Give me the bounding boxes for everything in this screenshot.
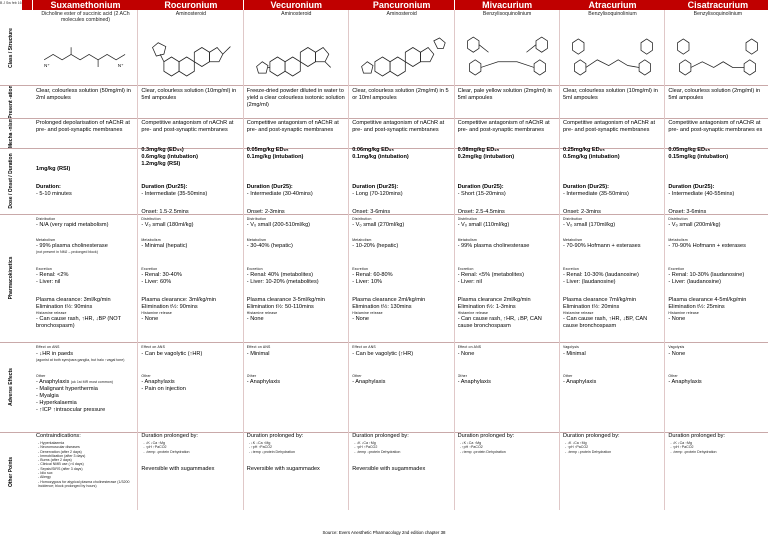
dose-primary: 0.06mg/kg ED₉₅ bbox=[352, 147, 394, 153]
excretion-label: Excretion bbox=[457, 267, 474, 271]
other-effect: - Anaphylaxis (uk 1st MR most common) bbox=[36, 379, 113, 385]
other-effect bbox=[141, 400, 240, 407]
ans-label: Vagolysis bbox=[668, 345, 685, 349]
duration-value: - 5-10 minutes bbox=[36, 191, 72, 197]
header-corner bbox=[22, 0, 32, 10]
onset-value: Onset: 3-6mins bbox=[352, 209, 391, 215]
presentation-text: Clear, colourless solution (10mg/ml) in 5ml ampoules bbox=[563, 88, 658, 101]
dose-primary: 0.08mg/kg ED₉₅ bbox=[457, 147, 500, 153]
other-label: Other bbox=[141, 374, 151, 378]
metabolism-note bbox=[668, 250, 767, 255]
distribution-label: Distribution bbox=[141, 217, 161, 221]
metabolism-label: Metabolism bbox=[457, 238, 477, 242]
other-effect: - Pain on injection bbox=[141, 386, 186, 392]
other-effect bbox=[247, 407, 346, 414]
histamine-value: - Can cause rash, ↑HR, ↓BP (NOT bronchospasm) bbox=[36, 316, 121, 329]
points-item: - ↓K ↓Ca ↑Mg bbox=[354, 441, 376, 445]
distribution-value: - V₀ small (200ml/kg) bbox=[668, 222, 721, 228]
reversal-note bbox=[563, 466, 662, 473]
drug-header: Atracurium bbox=[560, 0, 665, 10]
elimination-half-life: Elimination t½: 130mins bbox=[352, 304, 412, 310]
histamine-label: Histamine release bbox=[457, 311, 489, 315]
source-footer: Source: Evers Anesthetic Pharmacology 2nd edition chapter 38 bbox=[322, 530, 446, 535]
other-effect: - Anaphylaxis bbox=[246, 379, 281, 385]
drug-header: Rocuronium bbox=[138, 0, 243, 10]
dose-intubation: 0.1mg/kg (intubation) bbox=[246, 154, 304, 160]
ans-label: Effect on ANS bbox=[141, 345, 166, 349]
svg-text:N⁺: N⁺ bbox=[44, 63, 50, 68]
other-effect bbox=[668, 393, 767, 400]
duration-label: Duration (Dur25): bbox=[563, 184, 609, 190]
other-effect: - ↑ICP ↑intraocular pressure bbox=[36, 407, 106, 413]
elimination-half-life: Elimination t½: 50-110mins bbox=[246, 304, 314, 310]
points-item: - ↓temp ↓protein Dehydration bbox=[143, 449, 190, 454]
ans-label: Effect on ANS bbox=[352, 345, 376, 349]
other-effect: - Anaphylaxis bbox=[352, 379, 386, 385]
excretion-liver: - Liver: nil bbox=[457, 279, 482, 285]
points-item: - Neuromuscular diseases bbox=[38, 445, 80, 450]
reversal-note bbox=[668, 466, 767, 473]
chemical-structure-diagram bbox=[565, 33, 660, 86]
dose-rsi: 1.2mg/kg (RSI) bbox=[141, 161, 181, 167]
column-divider bbox=[348, 10, 349, 510]
metabolism-label: Metabolism bbox=[246, 238, 267, 242]
column-divider bbox=[664, 10, 665, 510]
excretion-liver: - Liver: nil bbox=[36, 279, 61, 285]
plasma-clearance: Plasma clearance 2ml/kg/min bbox=[457, 297, 531, 303]
excretion-liver: - Liver: 60% bbox=[141, 279, 172, 285]
points-title: Duration prolonged by: bbox=[352, 433, 409, 439]
drug-class: Benzylisoquinolinium bbox=[693, 11, 743, 17]
drug-header: Cisatracurium bbox=[665, 0, 768, 10]
row-divider bbox=[0, 118, 768, 119]
points-item: - Sepsis/SIRS (after 3 days) bbox=[38, 466, 83, 471]
points-item: - Immobilization (after 3 days) bbox=[38, 453, 86, 458]
metabolism-value: - 10-20% (hepatic) bbox=[352, 243, 399, 249]
distribution-value: - V₀ small (170ml/kg) bbox=[563, 222, 616, 228]
excretion-renal: - Renal: 10-30% (laudanosine) bbox=[563, 272, 639, 278]
duration-value: - Intermediate (35-50mins) bbox=[563, 191, 629, 197]
elimination-half-life: Elimination t½: 1-3mins bbox=[457, 304, 516, 310]
metabolism-value: - 99% plasma cholinesterase bbox=[457, 243, 530, 249]
metabolism-note: (not present in NMJ – prolonged block) bbox=[36, 250, 98, 254]
column-divider bbox=[137, 10, 138, 510]
other-label: Other bbox=[563, 374, 573, 378]
points-title: Duration prolonged by: bbox=[563, 433, 620, 439]
other-effect bbox=[458, 393, 557, 400]
metabolism-note bbox=[247, 250, 346, 255]
points-list bbox=[354, 441, 451, 527]
other-effect bbox=[352, 400, 451, 407]
histamine-label: Histamine release bbox=[352, 311, 383, 315]
ans-label: Effect on ANS bbox=[36, 345, 60, 349]
excretion-label: Excretion bbox=[246, 267, 263, 271]
dose-primary: 0.3mg/kg (ED₉₅) bbox=[141, 147, 184, 153]
points-title: Duration prolonged by: bbox=[668, 433, 725, 439]
ans-value: - None bbox=[668, 351, 686, 357]
histamine-value: - Can cause rash, ↑HR, ↓BP, CAN cause bronchospasm bbox=[563, 316, 648, 329]
drug-class: Aminosteroid bbox=[281, 11, 312, 17]
metabolism-value: - 99% plasma cholinesterase bbox=[36, 243, 108, 249]
excretion-label: Excretion bbox=[141, 267, 158, 271]
elimination-half-life: Elimination t½: 90mins bbox=[36, 304, 93, 310]
other-effect: - Malignant hyperthermia bbox=[36, 386, 98, 392]
points-item: - ↓temp ↓protein Dehydration bbox=[459, 449, 506, 454]
other-effect bbox=[247, 400, 346, 407]
elimination-half-life: Elimination t½: 20mins bbox=[563, 304, 620, 310]
onset-value: Onset: 2-3mins bbox=[246, 209, 285, 215]
plasma-clearance: Plasma clearance 2ml/kg/min bbox=[352, 297, 426, 303]
chemical-structure-diagram bbox=[38, 40, 133, 81]
other-label: Other bbox=[352, 374, 362, 378]
ans-value: - Minimal bbox=[563, 351, 586, 357]
chemical-structure-diagram bbox=[249, 33, 344, 86]
elimination-half-life: Elimination t½: 90mins bbox=[141, 304, 198, 310]
dose-primary: 0.25mg/kg ED₉₅ bbox=[563, 147, 605, 153]
other-effect bbox=[563, 400, 662, 407]
other-effect bbox=[141, 407, 240, 414]
mechanism-text: Prolonged depolarisation of nAChR at pre- and post-synaptic membranes bbox=[36, 120, 130, 133]
metabolism-value: - Minimal (hepatic) bbox=[141, 243, 188, 249]
column-divider bbox=[559, 10, 560, 510]
presentation-text: Clear, colourless solution (10mg/ml) in 5ml ampoules bbox=[141, 88, 237, 101]
duration-value: - Intermediate (40-55mins) bbox=[668, 191, 735, 197]
onset-value: Onset: 2-3mins bbox=[563, 209, 601, 215]
ans-value: - Minimal bbox=[246, 351, 270, 357]
drug-class: Benzylisoquinolinium bbox=[482, 11, 532, 17]
metabolism-label: Metabolism bbox=[668, 238, 688, 242]
duration-label: Duration (Dur25): bbox=[141, 184, 188, 190]
reversal-note bbox=[458, 466, 557, 473]
excretion-renal: - Renal: 30-40% bbox=[141, 272, 182, 278]
other-effect bbox=[668, 386, 767, 393]
distribution-value: - N/A (very rapid metabolism) bbox=[36, 222, 109, 228]
points-item: - ↓K ↓Ca ↑Mg bbox=[248, 441, 271, 445]
dose-primary: 1mg/kg (RSI) bbox=[36, 166, 71, 172]
duration-value: - Short (15-20mins) bbox=[457, 191, 506, 197]
excretion-renal: - Renal: 60-80% bbox=[352, 272, 393, 278]
histamine-label: Histamine release bbox=[36, 311, 67, 315]
distribution-label: Distribution bbox=[668, 217, 688, 221]
row-label-adverse-effects: Adverse Effects bbox=[8, 368, 14, 406]
excretion-label: Excretion bbox=[563, 267, 579, 271]
points-item: - ↓temp ↓protein Dehydration bbox=[354, 449, 401, 454]
drug-class: Aminosteroid bbox=[175, 11, 207, 17]
row-divider bbox=[0, 342, 768, 343]
other-effect: - Anaphylaxis bbox=[457, 379, 491, 385]
mechanism-text: Competitive antagonism of nAChR at pre- and post-synaptic membranes bbox=[352, 120, 445, 133]
drug-header: Mivacurium bbox=[455, 0, 560, 10]
other-effect bbox=[668, 400, 767, 407]
mechanism-text: Competitive antagonism of nAChR at pre- and post-synaptic membranes es bbox=[668, 120, 763, 133]
drug-class: Benzylisoquinolinium bbox=[588, 11, 637, 17]
points-item: - ↓K ↓Ca ↑Mg bbox=[670, 441, 692, 445]
dose-intubation: 0.6mg/kg (intubation) bbox=[141, 154, 198, 160]
other-label: Other bbox=[246, 374, 257, 378]
drug-header: Vecuronium bbox=[244, 0, 349, 10]
distribution-value: - V₀ small (270ml/kg) bbox=[352, 222, 405, 228]
onset-value bbox=[36, 209, 135, 216]
other-effect bbox=[563, 393, 662, 400]
histamine-value: - Can cause rash, ↑HR, ↓BP, CAN cause bronchospasm bbox=[457, 316, 542, 329]
points-list bbox=[460, 441, 557, 527]
other-effect bbox=[668, 407, 767, 414]
points-list bbox=[143, 441, 240, 527]
other-label: Other bbox=[457, 374, 468, 378]
presentation-text: Clear, colourless solution (2mg/ml) in 5ml ampoules bbox=[668, 88, 761, 101]
duration-label: Duration (Dur25): bbox=[457, 184, 504, 190]
excretion-liver: - Liver: 10-20% (metabolites) bbox=[246, 279, 319, 285]
distribution-value: - V₀ small (200-510ml/kg) bbox=[246, 222, 311, 228]
plasma-clearance: Plasma clearance: 3ml/kg/min bbox=[141, 297, 217, 303]
excretion-label: Excretion bbox=[352, 267, 369, 271]
plasma-clearance: Plasma clearance 7ml/kg/min bbox=[563, 297, 637, 303]
onset-value: Onset: 3-6mins bbox=[668, 209, 707, 215]
points-item: - Clinical NMB use (>4 days) bbox=[38, 462, 84, 467]
metabolism-label: Metabolism bbox=[563, 238, 583, 242]
metabolism-label: Metabolism bbox=[141, 238, 161, 242]
duration-label: Duration: bbox=[36, 184, 61, 190]
points-item: - Denervation (after 2 days) bbox=[38, 449, 82, 454]
points-item: - ↓temp ↓protein Dehydration bbox=[670, 449, 717, 454]
points-item: - ↓temp ↓protein Dehydration bbox=[248, 449, 295, 454]
histamine-value: - None bbox=[141, 316, 159, 322]
excretion-renal: - Renal: <2% bbox=[36, 272, 69, 278]
duration-value: - Intermediate (35-50mins) bbox=[141, 191, 208, 197]
metabolism-value: - 30-40% (hepatic) bbox=[246, 243, 293, 249]
excretion-label: Excretion bbox=[668, 267, 685, 271]
drug-header: Suxamethonium bbox=[33, 0, 138, 10]
histamine-label: Histamine release bbox=[141, 311, 172, 315]
points-title: Duration prolonged by: bbox=[457, 433, 515, 439]
ans-value: - ↓HR in paeds bbox=[36, 351, 73, 357]
excretion-label: Excretion bbox=[36, 267, 52, 271]
ans-label: Vagolysis bbox=[563, 345, 580, 349]
row-label-other-points: Other Points bbox=[8, 456, 14, 488]
histamine-label: Histamine release bbox=[563, 311, 594, 315]
points-item: - Burns (after 2 days) bbox=[38, 458, 72, 463]
ans-label: Effect on ANS bbox=[246, 345, 271, 349]
ans-value: - None bbox=[457, 351, 475, 357]
other-effect: - Anaphylaxis bbox=[668, 379, 702, 385]
histamine-value: - None bbox=[668, 316, 686, 322]
distribution-label: Distribution bbox=[246, 217, 267, 221]
points-item: - ↑pH ↑PaCO2 bbox=[670, 445, 694, 450]
excretion-renal: - Renal: 10-30% (laudanosine) bbox=[668, 272, 745, 278]
distribution-label: Distribution bbox=[36, 217, 56, 221]
presentation-text: Clear, pale yellow solution (2mg/ml) in 5ml ampoules bbox=[457, 88, 552, 101]
points-item: - Allergy bbox=[38, 475, 51, 480]
row-label-presentation: Present -ation bbox=[8, 84, 14, 119]
ans-label: Effect on ANS bbox=[457, 345, 482, 349]
chemical-structure-diagram bbox=[670, 33, 765, 86]
histamine-label: Histamine release bbox=[668, 311, 699, 315]
points-list bbox=[246, 441, 346, 527]
excretion-renal: - Renal: <5% (metabolites) bbox=[457, 272, 524, 278]
plasma-clearance: Plasma clearance: 3ml/kg/min bbox=[36, 297, 111, 303]
points-item: - ↑pH ↑PaCO2 bbox=[248, 445, 272, 450]
other-effect bbox=[247, 393, 346, 400]
elimination-half-life: Elimination t½: 25mins bbox=[668, 304, 725, 310]
other-effect bbox=[563, 407, 662, 414]
other-label: Other bbox=[668, 374, 678, 378]
drug-class: Dicholine ester of succinic acid (2 ACh molecules combined) bbox=[41, 11, 130, 23]
other-effect bbox=[458, 407, 557, 414]
points-item: - ↓K ↓Ca ↑Mg bbox=[459, 441, 482, 445]
distribution-value: - V₀ small (110ml/kg) bbox=[457, 222, 510, 228]
chemical-structure-diagram bbox=[460, 33, 555, 86]
other-effect bbox=[458, 386, 557, 393]
other-effect: - Anaphylaxis bbox=[141, 379, 175, 385]
other-effect bbox=[563, 386, 662, 393]
metabolism-value: - 70-90% Hofmann + esterases bbox=[563, 243, 641, 249]
other-effect bbox=[352, 386, 451, 393]
other-effect bbox=[141, 393, 240, 400]
row-label-pharmacokinetics: Pharmacokinetics bbox=[8, 256, 14, 300]
reversal-note: Reversible with sugammadex bbox=[352, 466, 426, 472]
points-item: - ↑pH ↑PaCO2 bbox=[565, 445, 589, 450]
other-effect bbox=[247, 386, 346, 393]
duration-label: Duration (Dur25): bbox=[352, 184, 399, 190]
points-item: - ↑pH ↑PaCO2 bbox=[143, 445, 167, 450]
metabolism-note bbox=[458, 250, 557, 255]
points-title: Contraindications: bbox=[36, 433, 81, 439]
drug-class: Aminosteroid bbox=[386, 11, 417, 17]
points-item: - ↓temp ↓protein Dehydration bbox=[565, 449, 612, 454]
metabolism-label: Metabolism bbox=[36, 238, 56, 242]
mechanism-text: Competitive antagonism of nAChR at pre- and post-synaptic membranes bbox=[457, 120, 550, 133]
distribution-label: Distribution bbox=[563, 217, 583, 221]
metabolism-note bbox=[352, 250, 451, 255]
excretion-liver: - Liver: (laudanosine) bbox=[668, 279, 721, 285]
distribution-value: - V₀ small (180ml/kg) bbox=[141, 222, 194, 228]
row-label-mechanism: Mecha -nism bbox=[8, 117, 14, 149]
plasma-clearance: Plasma clearance 3-5ml/kg/min bbox=[246, 297, 325, 303]
svg-text:N⁺: N⁺ bbox=[117, 63, 124, 68]
points-item: - ↓K ↓Ca ↑Mg bbox=[143, 441, 165, 445]
other-effect bbox=[458, 400, 557, 407]
other-effect: - Anaphylaxis bbox=[563, 379, 597, 385]
duration-value: - Intermediate (30-40mins) bbox=[246, 191, 313, 197]
ans-value: - Can be vagolytic (↑HR) bbox=[141, 351, 203, 357]
duration-label: Duration (Dur25): bbox=[246, 184, 293, 190]
other-effect bbox=[352, 393, 451, 400]
other-effect bbox=[352, 407, 451, 414]
mechanism-text: Competitive antagonism of nAChR at pre- and post-synaptic membranes bbox=[563, 120, 656, 133]
mechanism-text: Competitive antagonism of nAChR at pre- and post-synaptic membranes bbox=[141, 120, 234, 133]
onset-value: Onset: 1.5-2.5mins bbox=[141, 209, 189, 215]
reversal-note: Reversible with sugammadex bbox=[141, 466, 215, 472]
mechanism-text: Competitive antagonism of nAChR at pre- and post-synaptic membranes bbox=[246, 120, 339, 133]
histamine-label: Histamine release bbox=[246, 311, 278, 315]
points-item: - ↓K ↓Ca ↑Mg bbox=[565, 441, 587, 445]
chemical-structure-diagram bbox=[354, 33, 449, 86]
metabolism-note bbox=[563, 250, 662, 255]
points-item: - ↑pH ↑PaCO2 bbox=[459, 445, 483, 450]
reversal-note: Reversible with sugammadex bbox=[246, 466, 320, 472]
row-label-class: Class / Structure bbox=[8, 27, 14, 68]
histamine-value: - None bbox=[352, 316, 369, 322]
points-item: - Homozygous for atypical plasma cholinesterase (1/3200 incidence; block prolonged by hours) bbox=[38, 479, 130, 488]
points-list bbox=[670, 441, 767, 527]
presentation-text: Clear, colourless solution (50mg/ml) in 2ml ampoules bbox=[36, 88, 131, 101]
metabolism-value: - 70-90% Hofmann + esterases bbox=[668, 243, 746, 249]
presentation-text: Clear, colourless solution (2mg/ml) in 5 or 10ml ampoules bbox=[352, 88, 449, 101]
points-item: - Idio sux bbox=[38, 471, 53, 476]
distribution-label: Distribution bbox=[457, 217, 477, 221]
dose-intubation: 0.15mg/kg (intubation) bbox=[668, 154, 729, 160]
author-tag: B J Sw feb 16 bbox=[0, 1, 22, 5]
drug-header: Pancuronium bbox=[349, 0, 454, 10]
points-list bbox=[38, 441, 135, 527]
points-item: - Hyperkalaemia bbox=[38, 441, 65, 445]
dose-intubation: 0.5mg/kg (intubation) bbox=[563, 154, 620, 160]
presentation-text: Freeze-dried powder diluted in water to yield a clear colourless isotonic solution (2mg/ml) bbox=[246, 88, 345, 108]
other-label: Other bbox=[36, 374, 46, 378]
column-divider bbox=[243, 10, 244, 510]
dose-primary: 0.05mg/kg ED₉₅ bbox=[246, 147, 289, 153]
points-item: - ↑pH ↑PaCO2 bbox=[354, 445, 378, 450]
points-title: Duration prolonged by: bbox=[246, 433, 304, 439]
ans-value: - Can be vagolytic (↑HR) bbox=[352, 351, 414, 357]
duration-value: - Long (70-120mins) bbox=[352, 191, 403, 197]
other-effect: - Hyperkalaemia bbox=[36, 400, 77, 406]
other-effect: - Myalgia bbox=[36, 393, 59, 399]
histamine-value: - None bbox=[246, 316, 264, 322]
metabolism-note bbox=[141, 250, 240, 255]
excretion-renal: - Renal: 40% (metabolites) bbox=[246, 272, 314, 278]
chemical-structure-diagram bbox=[143, 33, 238, 86]
distribution-label: Distribution bbox=[352, 217, 372, 221]
column-divider bbox=[454, 10, 455, 510]
duration-label: Duration (Dur25): bbox=[668, 184, 715, 190]
metabolism-label: Metabolism bbox=[352, 238, 372, 242]
ans-note: (agonist at both sym/para ganglia, but halo ↑vagal tone) bbox=[36, 358, 125, 362]
dose-intubation: 0.2mg/kg (intubation) bbox=[457, 154, 515, 160]
dose-intubation: 0.1mg/kg (intubation) bbox=[352, 154, 409, 160]
excretion-liver: - Liver: 10% bbox=[352, 279, 383, 285]
onset-value: Onset: 2.5-4.5mins bbox=[457, 209, 505, 215]
plasma-clearance: Plasma clearance 4-5ml/kg/min bbox=[668, 297, 747, 303]
excretion-liver: - Liver: (laudanosine) bbox=[563, 279, 616, 285]
points-list bbox=[565, 441, 662, 527]
row-label-dose: Dose / Onset / Duration bbox=[8, 153, 14, 209]
dose-primary: 0.05mg/kg ED₉₅ bbox=[668, 147, 711, 153]
points-title: Duration prolonged by: bbox=[141, 433, 198, 439]
